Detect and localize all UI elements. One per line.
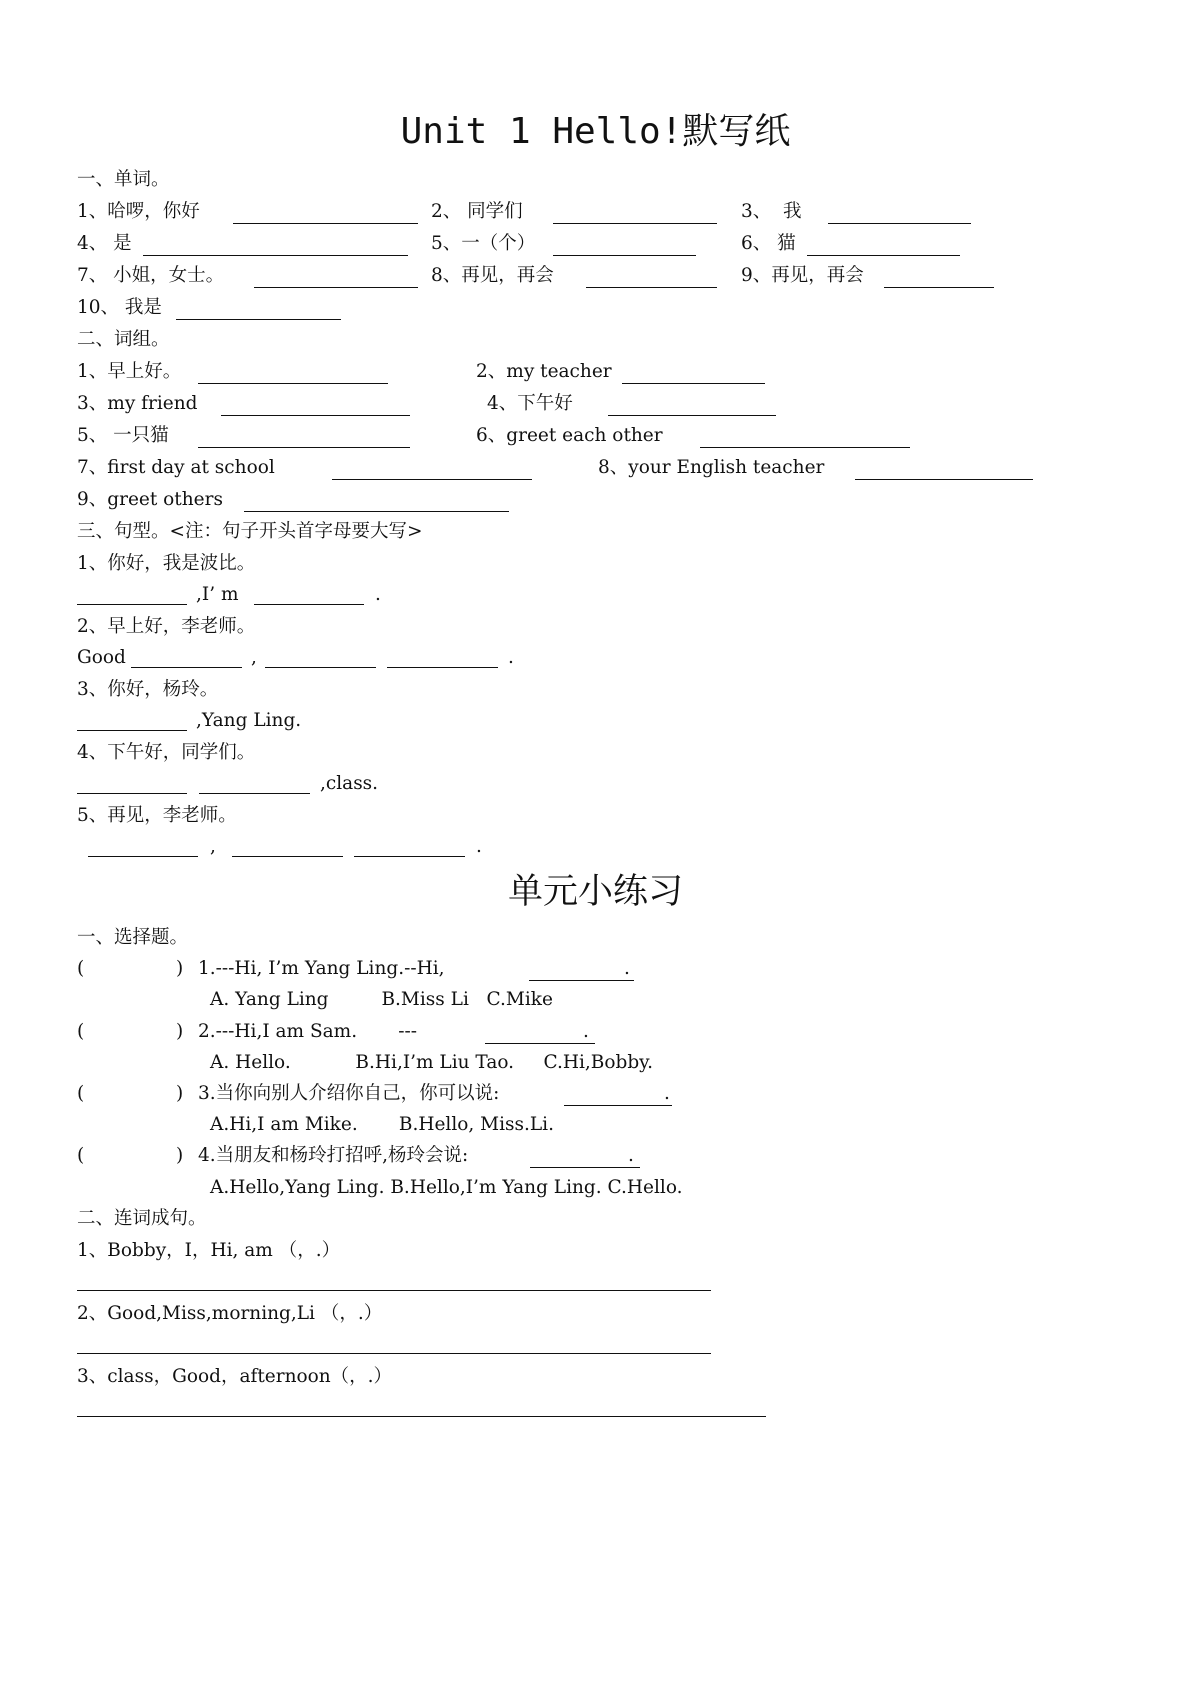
question-stem-4: 4.当朋友和杨玲打招呼,杨玲会说: [198, 1145, 469, 1166]
answer-blank[interactable] [176, 319, 341, 320]
phrase-item-4: 4、下午好 [487, 393, 573, 414]
question-options-3: A.Hi,I am Mike. B.Hello, Miss.Li. [210, 1114, 554, 1135]
question-end: . [628, 1145, 634, 1166]
question-end: . [664, 1083, 670, 1104]
word-item-2: 2、 同学们 [431, 201, 523, 222]
answer-blank[interactable] [828, 223, 971, 224]
answer-blank[interactable] [586, 287, 717, 288]
answer-blank[interactable] [254, 287, 418, 288]
answer-blank[interactable] [143, 255, 408, 256]
phrase-item-8: 8、your English teacher [598, 457, 825, 478]
answer-blank[interactable] [529, 980, 634, 981]
sentence-prompt-3: 3、你好，杨玲。 [77, 679, 219, 700]
answer-paren-close: ) [176, 1145, 184, 1166]
answer-blank[interactable] [700, 447, 910, 448]
answer-paren-close: ) [176, 1021, 184, 1042]
answer-blank[interactable] [553, 223, 717, 224]
answer-blank[interactable] [233, 223, 418, 224]
sentence-answer-text: . [476, 836, 482, 857]
answer-blank[interactable] [884, 287, 994, 288]
word-item-4: 4、 是 [77, 233, 132, 254]
answer-blank[interactable] [608, 415, 776, 416]
answer-line[interactable] [77, 1290, 711, 1291]
answer-blank[interactable] [88, 856, 198, 857]
practice2-heading: 二、连词成句。 [77, 1208, 207, 1229]
sentence-answer-text: ,I’ m [196, 584, 239, 605]
reorder-item-2: 2、Good,Miss,morning,Li （，.） [77, 1303, 383, 1324]
phrase-item-2: 2、my teacher [476, 361, 612, 382]
sentence-answer-text: Good [77, 647, 126, 668]
answer-blank[interactable] [77, 604, 187, 605]
sentence-answer-text: ,class. [320, 773, 379, 794]
question-stem-1: 1.---Hi, I’m Yang Ling.--Hi, [198, 958, 445, 979]
answer-paren-open: ( [77, 1145, 85, 1166]
word-item-3: 3、 我 [741, 201, 802, 222]
answer-blank[interactable] [807, 255, 960, 256]
answer-blank[interactable] [198, 447, 410, 448]
answer-blank[interactable] [77, 730, 187, 731]
answer-blank[interactable] [199, 793, 310, 794]
answer-paren-close: ) [176, 1083, 184, 1104]
reorder-item-1: 1、Bobby，I，Hi, am （，.） [77, 1240, 341, 1261]
question-options-2: A. Hello. B.Hi,I’m Liu Tao. C.Hi,Bobby. [210, 1052, 654, 1073]
answer-line[interactable] [77, 1353, 711, 1354]
answer-blank[interactable] [198, 383, 388, 384]
answer-blank[interactable] [131, 667, 242, 668]
sentence-answer-text: ,Yang Ling. [196, 710, 302, 731]
answer-paren-open: ( [77, 958, 85, 979]
answer-blank[interactable] [244, 511, 509, 512]
question-options-1: A. Yang Ling B.Miss Li C.Mike [210, 989, 553, 1010]
question-end: . [624, 958, 630, 979]
practice1-heading: 一、选择题。 [77, 927, 189, 948]
word-item-8: 8、再见，再会 [431, 265, 554, 286]
answer-paren-open: ( [77, 1083, 85, 1104]
sentence-prompt-5: 5、再见，李老师。 [77, 805, 237, 826]
answer-blank[interactable] [354, 856, 465, 857]
phrase-item-1: 1、早上好。 [77, 361, 182, 382]
sentence-answer-text: , [251, 647, 257, 668]
section-title: 单元小练习 [507, 872, 683, 912]
answer-blank[interactable] [553, 255, 696, 256]
phrase-item-6: 6、greet each other [476, 425, 663, 446]
phrase-item-9: 9、greet others [77, 489, 223, 510]
sentence-answer-text: . [508, 647, 514, 668]
answer-blank[interactable] [265, 667, 376, 668]
question-end: . [583, 1021, 589, 1042]
word-item-1: 1、哈啰，你好 [77, 201, 200, 222]
answer-blank[interactable] [622, 383, 765, 384]
word-item-7: 7、 小姐，女士。 [77, 265, 225, 286]
answer-blank[interactable] [855, 479, 1033, 480]
answer-blank[interactable] [485, 1043, 595, 1044]
part1-heading: 一、单词。 [77, 169, 170, 190]
phrase-item-3: 3、my friend [77, 393, 198, 414]
answer-blank[interactable] [254, 604, 364, 605]
question-stem-3: 3.当你向别人介绍你自己，你可以说: [198, 1083, 500, 1104]
sentence-prompt-1: 1、你好，我是波比。 [77, 553, 256, 574]
part3-heading: 三、句型。<注：句子开头首字母要大写> [77, 521, 423, 542]
answer-blank[interactable] [232, 856, 343, 857]
phrase-item-5: 5、 一只猫 [77, 425, 169, 446]
answer-blank[interactable] [221, 415, 410, 416]
word-item-6: 6、 猫 [741, 233, 796, 254]
question-options-4: A.Hello,Yang Ling. B.Hello,I’m Yang Ling. C.Hello. [210, 1177, 683, 1198]
answer-paren-close: ) [176, 958, 184, 979]
answer-blank[interactable] [387, 667, 498, 668]
word-item-10: 10、 我是 [77, 297, 162, 318]
answer-line[interactable] [77, 1416, 766, 1417]
reorder-item-3: 3、class，Good，afternoon（，.） [77, 1366, 393, 1387]
answer-blank[interactable] [530, 1167, 640, 1168]
word-item-5: 5、一（个） [431, 233, 536, 254]
part2-heading: 二、词组。 [77, 329, 170, 350]
page-title: Unit 1 Hello!默写纸 [400, 111, 791, 152]
sentence-answer-text: , [210, 836, 216, 857]
sentence-answer-text: . [375, 584, 381, 605]
answer-blank[interactable] [564, 1105, 672, 1106]
question-stem-2: 2.---Hi,I am Sam. --- [198, 1021, 418, 1042]
sentence-prompt-4: 4、下午好，同学们。 [77, 742, 256, 763]
word-item-9: 9、再见，再会 [741, 265, 864, 286]
answer-blank[interactable] [332, 479, 532, 480]
phrase-item-7: 7、first day at school [77, 457, 275, 478]
sentence-prompt-2: 2、早上好，李老师。 [77, 616, 256, 637]
answer-paren-open: ( [77, 1021, 85, 1042]
answer-blank[interactable] [77, 793, 187, 794]
